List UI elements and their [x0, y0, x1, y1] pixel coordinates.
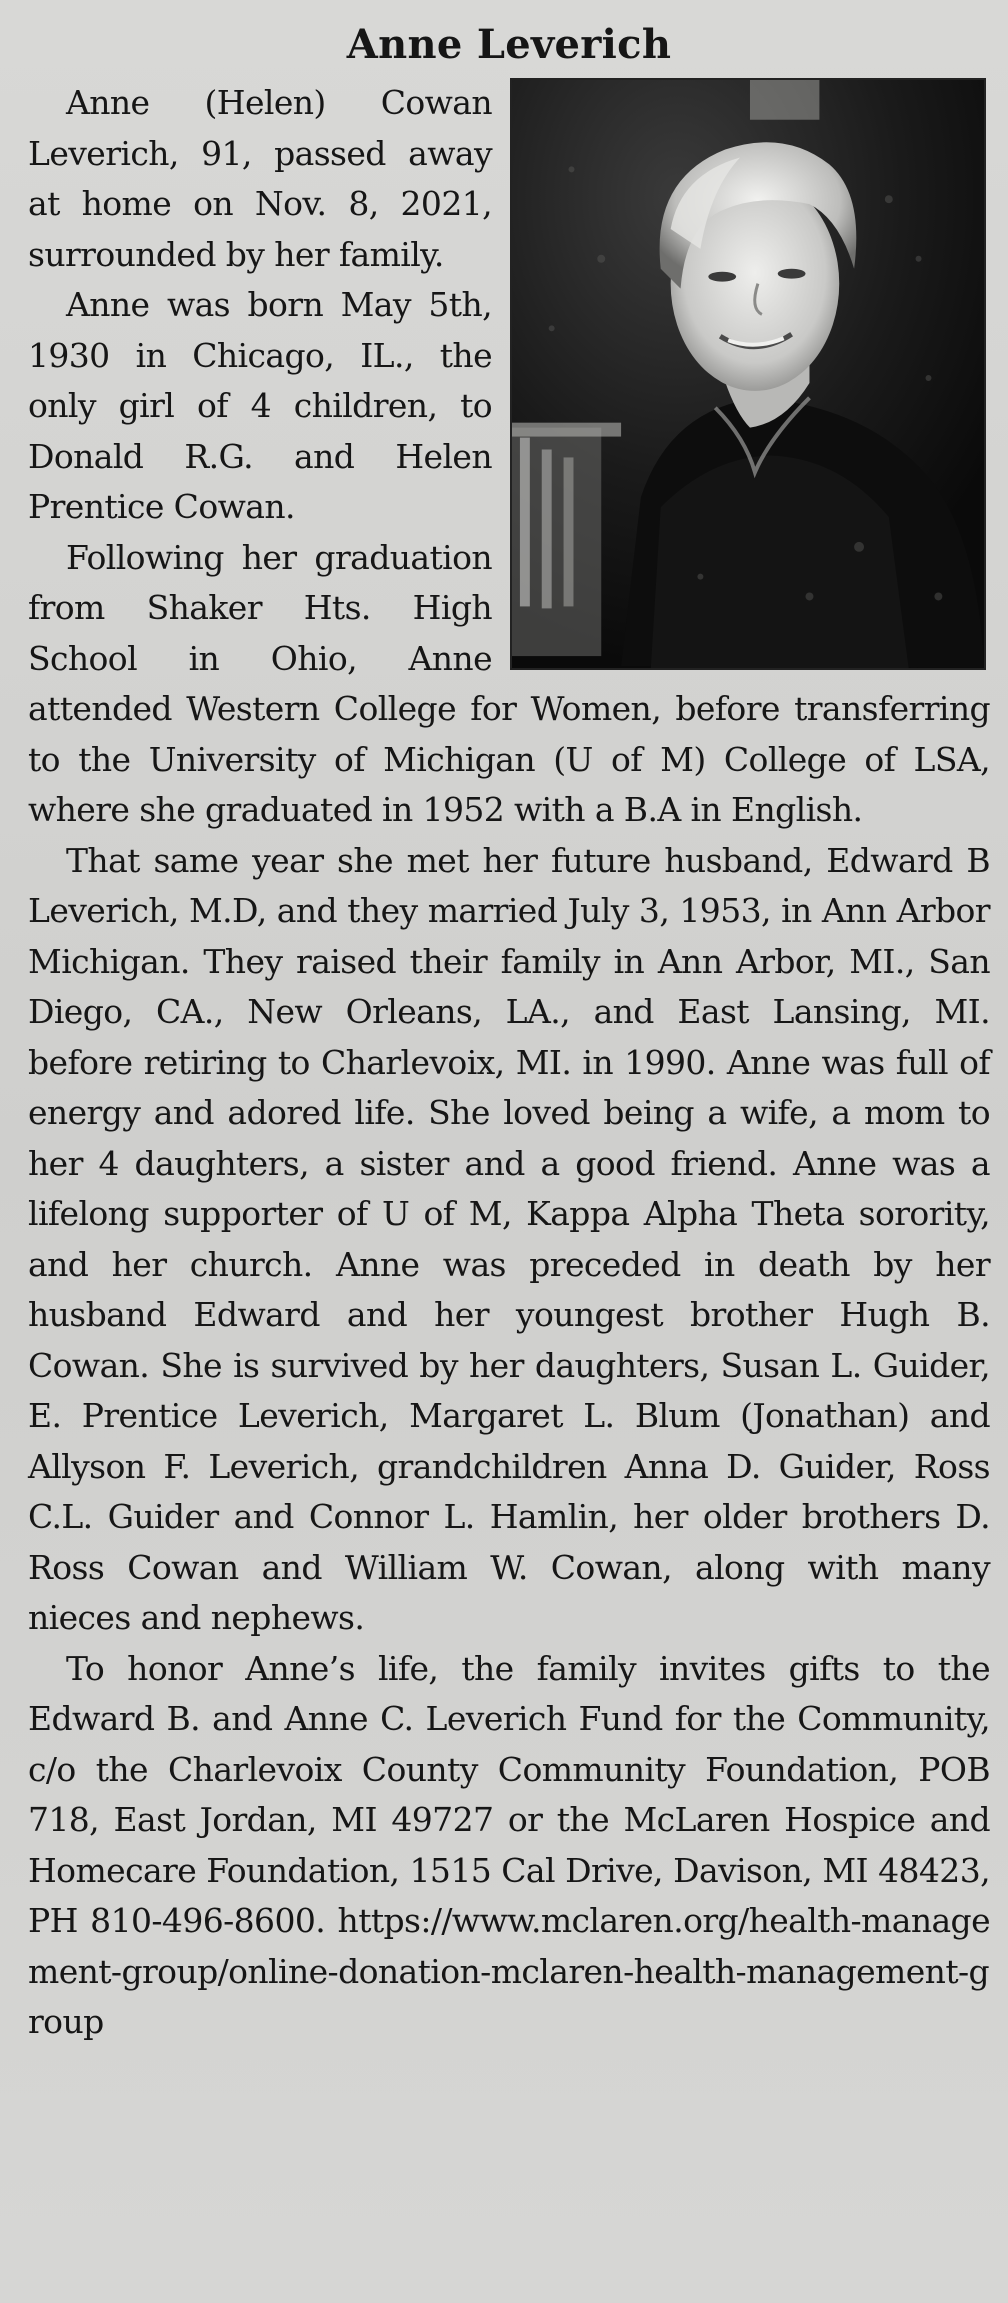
memorial-text: To honor Anne’s life, the family invites gifts to the Edward B. and Anne C. Leverich Fund for the Community, c/o the Charlevoix County Community Foundation, POB 718, East Jordan, MI 49727 or the McLaren Hospice and Homecare Foundation, 1515 Cal Drive, Davison, MI 48423, PH 810-496-8600.: [28, 1648, 990, 1940]
obituary-body: [28, 78, 990, 2048]
donation-url: https://www.mclaren.org/health-management-group/online-donation-mclaren-health-management-group: [28, 1901, 991, 2041]
paragraph-intro: Anne (Helen) Cowan Leverich, 91, passed away at home on Nov. 8, 2021, surrounded by her family.: [28, 83, 492, 274]
paragraph-birth: Anne was born May 5th, 1930 in Chicago, IL., the only girl of 4 children, to Donald R.G. and Helen Prentice Cowan.: [28, 285, 492, 526]
portrait-photo: [510, 78, 986, 670]
paragraph-family: That same year she met her future husband, Edward B Leverich, M.D, and they married July 3, 1953, in Ann Arbor Michigan. They raised their family in Ann Arbor, MI., San Diego, CA., New Orleans, LA., and East Lansing, MI. before retiring to Charlevoix, MI. in 1990. Anne was full of energy and adored life. She loved being a wife, a mom to her 4 daughters, a sister and a good friend. Anne was a lifelong supporter of U of M, Kappa Alpha Theta sorority, and her church. Anne was preceded in death by her husband Edward and her youngest brother Hugh B. Cowan. She is survived by her daughters, Susan L. Guider, E. Prentice Leverich, Margaret L. Blum (Jonathan) and Allyson F. Leverich, grandchildren Anna D. Guider, Ross C.L. Guider and Connor L. Hamlin, her older brothers D. Ross Cowan and William W. Cowan, along with many nieces and nephews.: [28, 840, 990, 1637]
paragraph-memorial: [28, 1644, 990, 2048]
portrait-image: [512, 80, 984, 668]
paragraph-education: Following her graduation from Shaker Hts. High School in Ohio, Anne attended Western College for Women, before transferring to the University of Michigan (U of M) College of LSA, where she graduated in 1952 with a B.A in English.: [28, 537, 990, 829]
obituary-title: Anne Leverich: [346, 21, 672, 68]
